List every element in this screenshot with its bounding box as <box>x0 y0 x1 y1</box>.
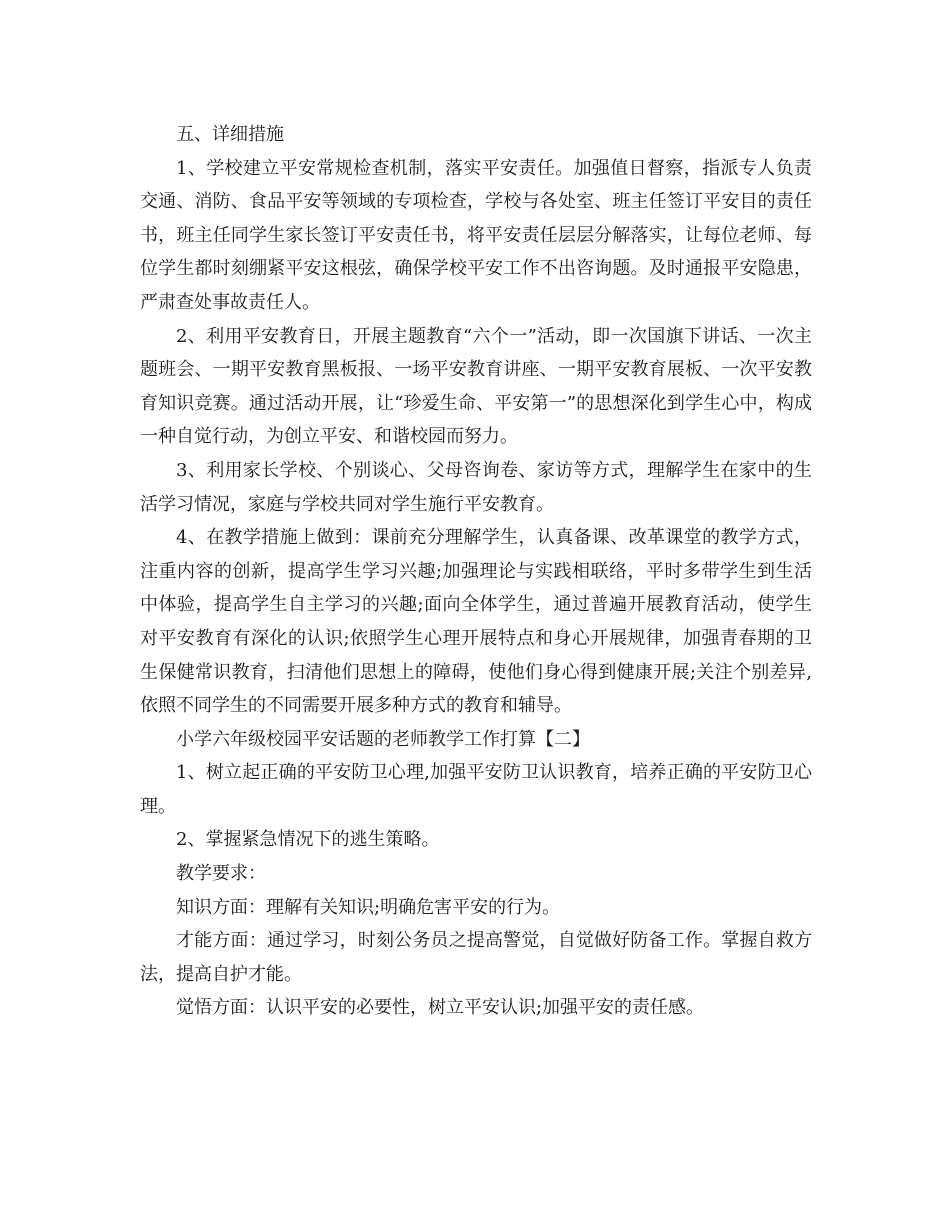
paragraph-knowledge: 知识方面：理解有关知识;明确危害平安的行为。 <box>176 896 561 918</box>
paragraph-measure-3: 3、利用家长学校、个别谈心、父母咨询卷、家访等方式，理解学生在家中的生活学习情况，家庭与学校共同对学生施行平安教育。 <box>140 459 812 515</box>
section-title-plan-two: 小学六年级校园平安话题的老师教学工作打算【二】 <box>176 728 590 750</box>
teaching-requirements-heading: 教学要求： <box>176 863 266 885</box>
paragraph-goal-1: 1、树立起正确的平安防卫心理,加强平安防卫认识教育，培养正确的平安防卫心理。 <box>140 762 812 817</box>
document-body <box>140 118 812 1025</box>
paragraph-ability: 才能方面：通过学习，时刻公务员之提高警觉，自觉做好防备工作。掌握自救方法，提高自护才能。 <box>140 930 812 985</box>
paragraph-measure-2: 2、利用平安教育日，开展主题教育“六个一”活动，即一次国旗下讲话、一次主题班会、一期平安教育黑板报、一场平安教育讲座、一期平安教育展板、一次平安教育知识竞赛。通过活动开展，让“珍爱生命、平安第一”的思想深化到学生心中，构成一种自觉行动，为创立平安、和谐校园而努力。 <box>140 325 812 448</box>
paragraph-measure-4: 4、在教学措施上做到：课前充分理解学生，认真备课、改革课堂的教学方式，注重内容的创新，提高学生学习兴趣;加强理论与实践相联络，平时多带学生到生活中体验，提高学生自主学习的兴趣;面向全体学生，通过普遍开展教育活动，使学生对平安教育有深化的认识;依照学生心理开展特点和身心开展规律，加强青春期的卫生保健常识教育，扫清他们思想上的障碍，使他们身心得到健康开展;关注个别差异,依照不同学生的不同需要开展多种方式的教育和辅导。 <box>140 527 812 717</box>
paragraph-goal-2: 2、掌握紧急情况下的逃生策略。 <box>176 829 440 851</box>
paragraph-measure-1: 1、学校建立平安常规检查机制，落实平安责任。加强值日督察，指派专人负责交通、消防、食品平安等领域的专项检查，学校与各处室、班主任签订平安目的责任书，班主任同学生家长签订平安责任书，将平安责任层层分解落实，让每位老师、每位学生都时刻绷紧平安这根弦，确保学校平安工作不出咨询题。及时通报平安隐患，严肃查处事故责任人。 <box>140 157 812 313</box>
section-heading-measures: 五、详细措施 <box>176 124 284 145</box>
paragraph-awareness: 觉悟方面：认识平安的必要性，树立平安认识;加强平安的责任感。 <box>176 997 705 1019</box>
